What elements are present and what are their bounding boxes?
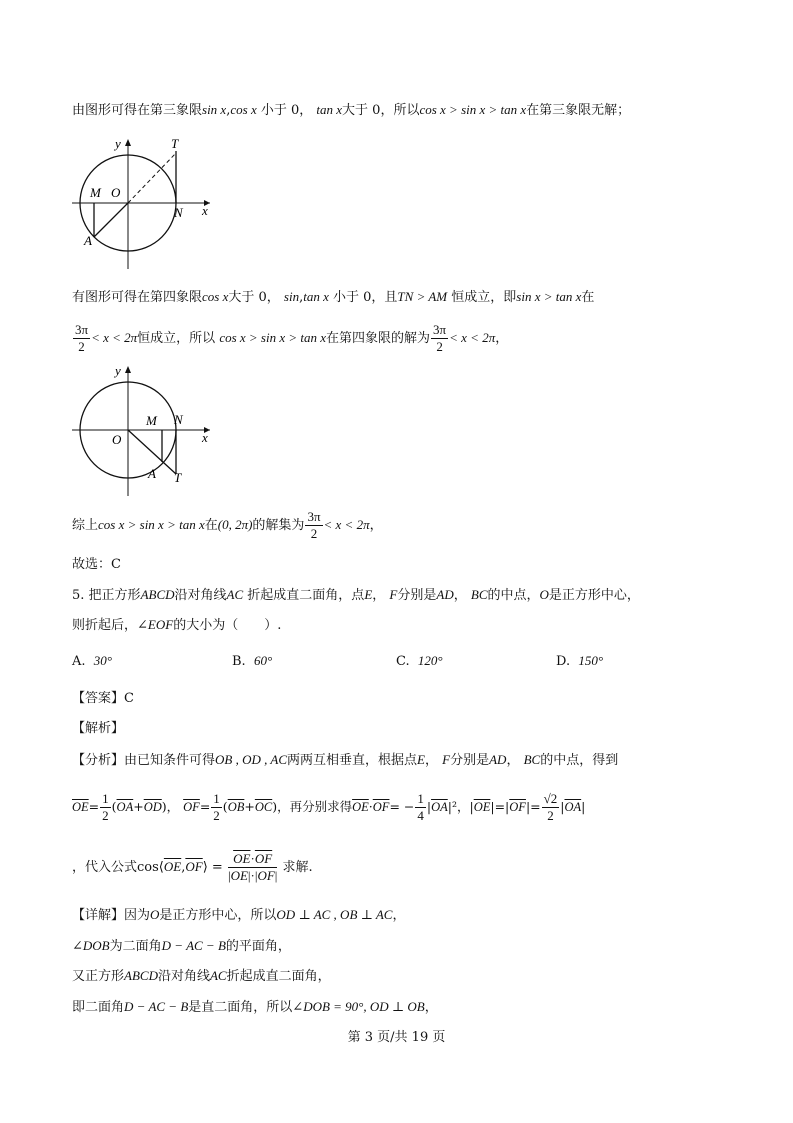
svg-text:O: O — [112, 432, 122, 447]
svg-text:M: M — [90, 185, 101, 200]
text-line: 故选：C — [72, 557, 121, 572]
detail-text: 即二面角D − AC − B是直二面角，所以∠DOB = 90°, OD ⊥ OB， — [72, 999, 438, 1015]
formula-line: ，代入公式$\cos⟨\overline{OE},\overline{OF}⟩$ = $\frac{\overline{OE}\cdot\overline{OF}}{|\overline{OE}|\cdot|\overline{OF}|}$ 求解. — [72, 851, 313, 883]
formula-line: $\overline{OE}=$ $\frac{1}{2}$ $(\overline{OA}+\overline{OD})$， $\overline{OF}=$ $\frac{1}{2}$ $(\overline{OB}+\overline{OC})$，再分别求得$\overline{OE}\cdot\overline{OF}=$ − $\frac{1}{4}$ $|\overline{OA}|^2$，$|\overline{OE}|=|\overline{OF}|=$ $\frac{√2}{2}$ $|\overline{OA}|$ — [72, 791, 586, 823]
svg-text:T: T — [171, 136, 179, 151]
svg-text:y: y — [115, 136, 121, 151]
detail-text: 又正方形ABCD沿对角线AC折起成直二面角， — [72, 968, 331, 984]
option-b: B. 60° — [232, 653, 273, 669]
analysis-text: 【分析】由已知条件可得OB , OD , AC两两互相垂直，根据点E， F分别是AD， BC的中点，得到 — [72, 752, 619, 768]
svg-text:A: A — [84, 233, 92, 248]
text-line: $\frac{3\pi}{2}$ < x < 2π恒成立，所以 cos x > sin x > tan x在第四象限的解为 $\frac{3\pi}{2}$ < x < 2π， — [75, 322, 509, 354]
text-line: 由图形可得在第三象限sin x,cos x 小于 0， tan x大于 0，所以cos x > sin x > tan x在第三象限无解； — [72, 102, 631, 118]
svg-text:T: T — [174, 470, 182, 485]
option-d: D. 150° — [556, 653, 604, 669]
svg-text:M: M — [146, 413, 157, 428]
unit-circle-figure-third-quadrant — [60, 133, 220, 273]
svg-text:N: N — [174, 412, 183, 427]
analysis-header: 【解析】 — [72, 721, 125, 736]
question-stem: 则折起后，∠EOF的大小为（ ）. — [72, 617, 282, 633]
page-footer: 第 3 页/共 19 页 — [347, 1030, 446, 1045]
option-c: C. 120° — [396, 653, 443, 669]
text-line: 有图形可得在第四象限cos x大于 0， sin,tan x 小于 0，且TN > AM 恒成立，即sin x > tan x在 — [72, 289, 595, 305]
svg-text:x: x — [202, 430, 208, 445]
question-stem: 5. 把正方形ABCD沿对角线AC 折起成直二面角，点E， F分别是AD， BC的中点，O是正方形中心， — [72, 587, 640, 603]
detail-text: ∠DOB为二面角D − AC − B的平面角， — [72, 938, 291, 954]
svg-text:x: x — [202, 203, 208, 218]
detail-text: 【详解】因为O是正方形中心，所以OD ⊥ AC , OB ⊥ AC， — [72, 907, 406, 923]
text-line: 综上cos x > sin x > tan x在(0, 2π)的解集为 $\frac{3\pi}{2}$ < x < 2π， — [72, 509, 383, 541]
svg-text:A: A — [148, 466, 156, 481]
option-a: A. 30° — [72, 653, 112, 669]
unit-circle-figure-fourth-quadrant — [60, 362, 220, 502]
svg-text:y: y — [115, 363, 121, 378]
svg-text:O: O — [111, 185, 121, 200]
answer-line: 【答案】C — [72, 691, 134, 706]
svg-text:N: N — [174, 205, 183, 220]
